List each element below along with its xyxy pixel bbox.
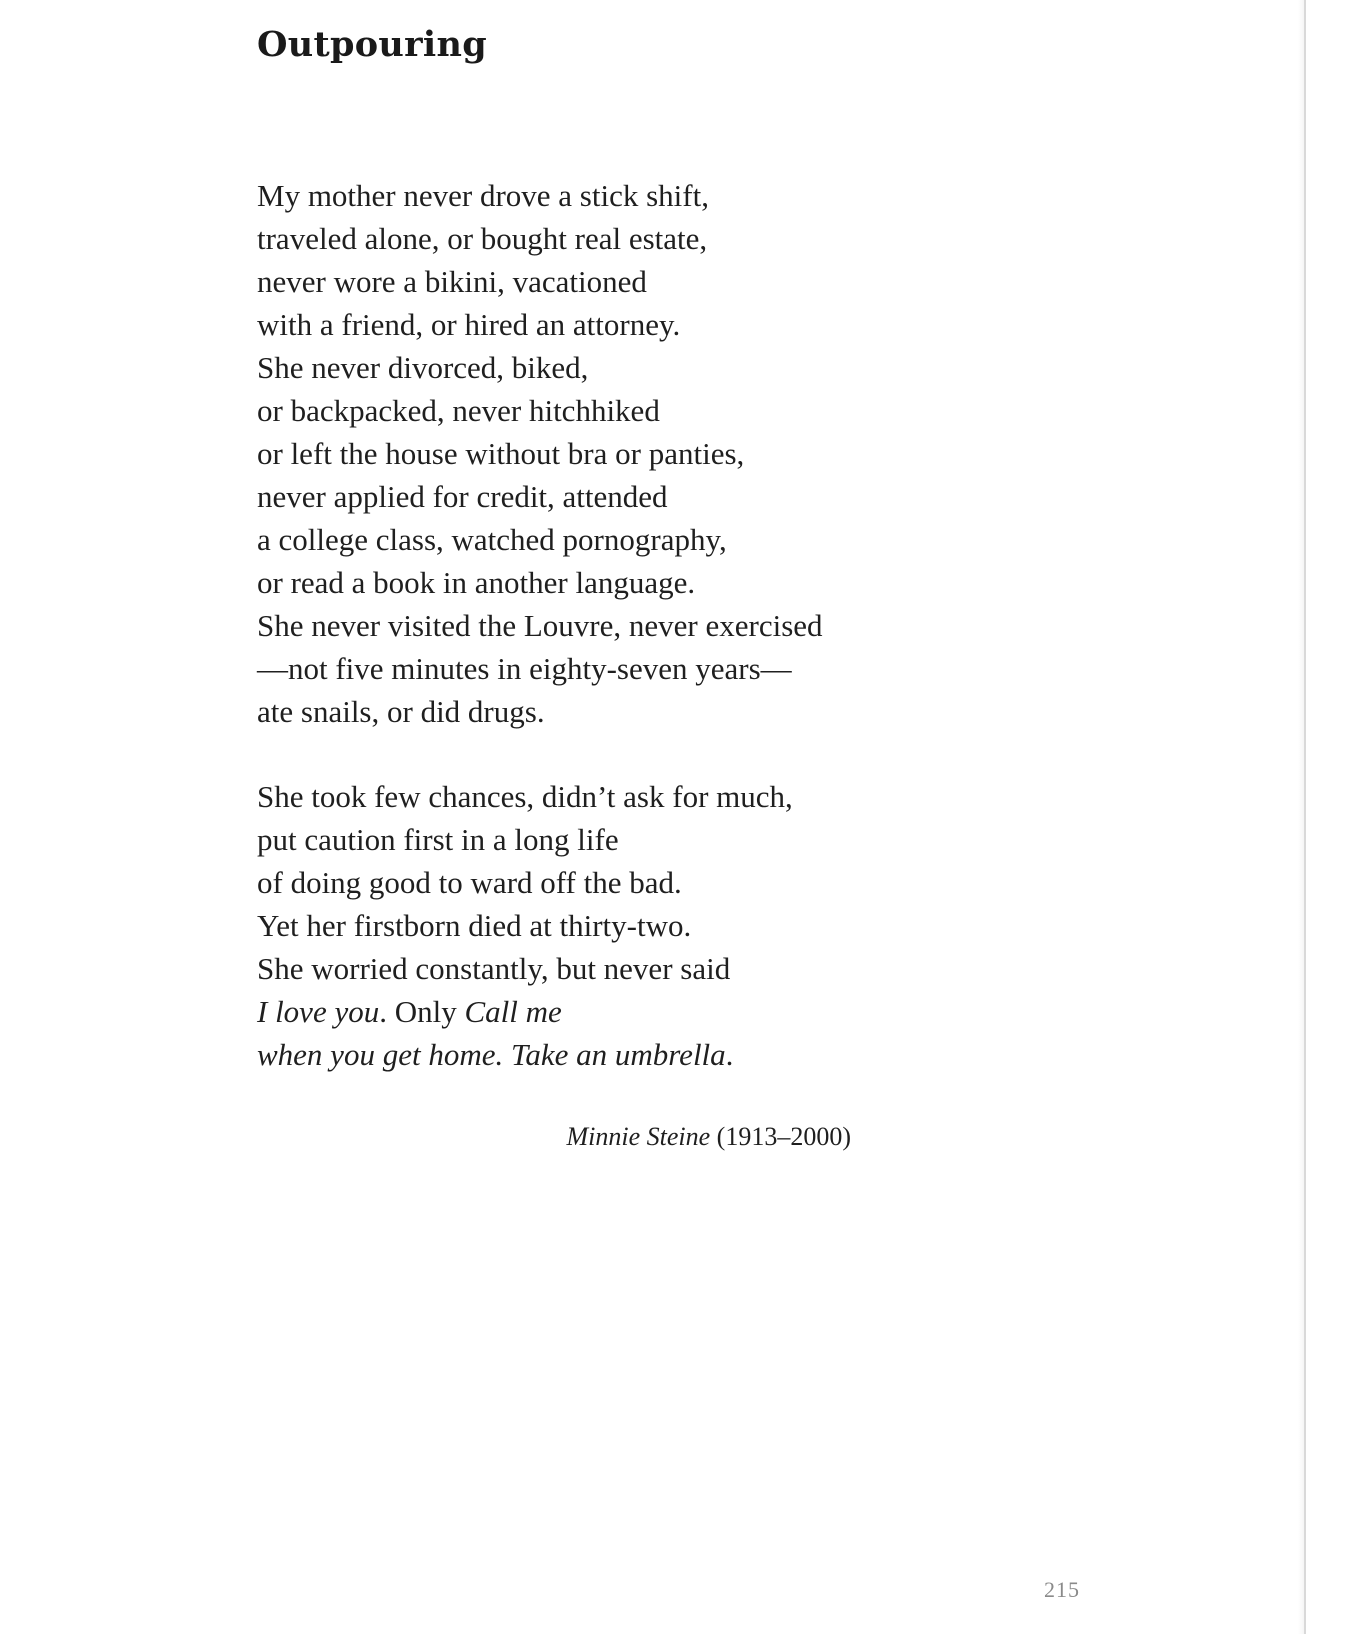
poem-line: traveled alone, or bought real estate, (257, 221, 708, 256)
poem-line: Yet her firstborn died at thirty-two. (257, 908, 692, 943)
poem-title: Outpouring (257, 24, 488, 65)
italic-phrase: I love you (257, 994, 380, 1029)
plain-phrase: . Only (379, 994, 465, 1029)
poem-line: put caution first in a long life (257, 822, 619, 857)
attribution (257, 1119, 851, 1155)
page-edge (1304, 0, 1306, 1634)
page-number: 215 (1044, 1577, 1080, 1602)
attribution-name: Minnie Steine (566, 1122, 711, 1151)
poem-line: of doing good to ward off the bad. (257, 865, 682, 900)
poem-line: My mother never drove a stick shift, (257, 178, 709, 213)
poem-line: ate snails, or did drugs. (257, 694, 545, 729)
poem-line: a college class, watched pornography, (257, 522, 727, 557)
poem-line: She took few chances, didn’t ask for much, (257, 779, 793, 814)
stanza-1 (257, 174, 877, 733)
poem-line: never applied for credit, attended (257, 479, 668, 514)
poem-line: or backpacked, never hitchhiked (257, 393, 660, 428)
poem-line: She worried constantly, but never said (257, 951, 731, 986)
italic-phrase: Call me (464, 994, 562, 1029)
poem-line-with-italics (257, 1033, 877, 1076)
poem-line-with-italics (257, 990, 877, 1033)
attribution-dates: (1913–2000) (710, 1122, 851, 1151)
poem-line: She never visited the Louvre, never exercised (257, 608, 823, 643)
poem-line: She never divorced, biked, (257, 350, 589, 385)
stanza-2 (257, 775, 877, 1076)
poem (257, 0, 877, 1155)
poem-line: or left the house without bra or panties, (257, 436, 745, 471)
plain-phrase: . (725, 1037, 734, 1072)
poem-line: or read a book in another language. (257, 565, 696, 600)
poem-line: —not five minutes in eighty-seven years— (257, 651, 792, 686)
italic-phrase: when you get home. Take an umbrella (257, 1037, 726, 1072)
poem-line: with a friend, or hired an attorney. (257, 307, 681, 342)
poem-line: never wore a bikini, vacationed (257, 264, 647, 299)
